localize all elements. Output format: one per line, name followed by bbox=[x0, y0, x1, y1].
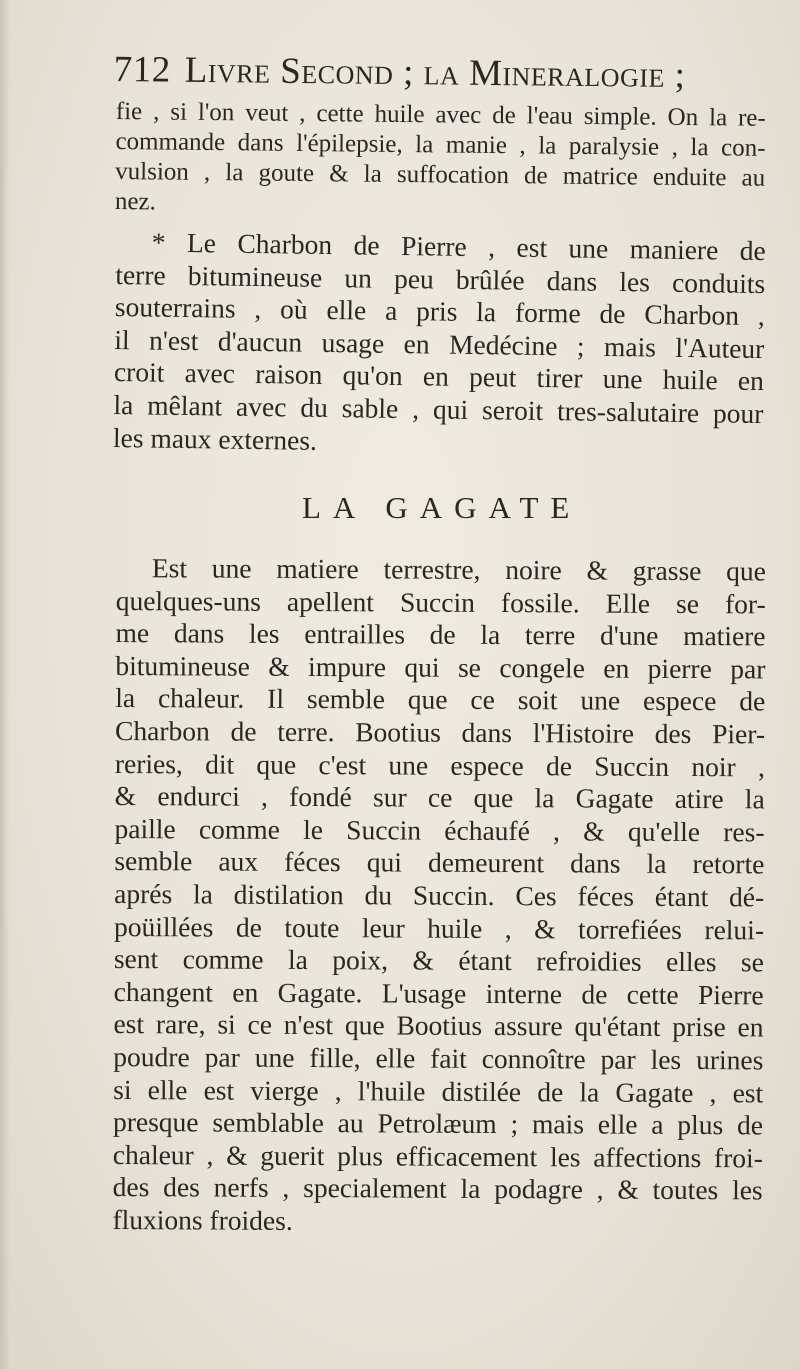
text-line: presque semblable au Petrolæum ; mais elle a plus de bbox=[112, 1106, 764, 1141]
text-line: fie , si l'on veut , cette huile avec de l'eau simple. On la re- bbox=[115, 97, 766, 132]
text-line: fluxions froides. bbox=[112, 1203, 293, 1236]
text-line: reries, dit que c'est une espece de Succin noir , bbox=[114, 747, 765, 782]
text-line: croit avec raison qu'on en peut tirer une huile en bbox=[113, 356, 765, 397]
text-line: vulsion , la goute & la suffocation de matrice enduite au bbox=[115, 157, 766, 192]
text-line: terre bitumineuse un peu brûlée dans les conduits bbox=[115, 258, 766, 299]
text-line: sent comme la poix, & étant refroidies elles se bbox=[113, 943, 764, 978]
text-line: la mêlant avec du sable , qui seroit tres-salutaire pour bbox=[113, 388, 764, 430]
text-line: me dans les entrailles de la terre d'une matiere bbox=[115, 617, 766, 652]
text-line: changent en Gagate. L'usage interne de cette Pierre bbox=[113, 975, 764, 1011]
text-line: & endurci , fondé sur ce que la Gagate atire la bbox=[114, 780, 765, 815]
text-line: Est une matiere terrestre, noire & grasse que bbox=[151, 552, 766, 587]
text-line: il n'est d'aucun usage en Medécine ; mais l'Auteur bbox=[114, 323, 765, 364]
text-line: * Le Charbon de Pierre , est une maniere de bbox=[151, 226, 766, 267]
text-line: nez. bbox=[114, 187, 156, 216]
text-line: poudre par une fille, elle fait connoître par les urines bbox=[113, 1040, 764, 1076]
gagate-paragraph bbox=[112, 552, 766, 1240]
text-line: si elle est vierge , l'huile distilée de la Gagate , est bbox=[113, 1073, 764, 1108]
page-edge-shadow bbox=[0, 0, 10, 1369]
text-line: paille comme le Succin échaufé , & qu'elle res- bbox=[114, 812, 765, 848]
text-line: souterrains , où elle a pris la forme de Charbon , bbox=[114, 291, 766, 332]
text-line: bitumineuse & impure qui se congele en pierre par bbox=[115, 649, 766, 685]
charbon-paragraph bbox=[113, 226, 766, 463]
text-line: est rare, si ce n'est que Bootius assure qu'étant prise en bbox=[113, 1008, 764, 1043]
section-title: LA GAGATE bbox=[302, 490, 582, 525]
text-line: poüillées de toute leur huile , & torrefiées relui- bbox=[113, 910, 765, 945]
text-line: semble aux féces qui demeurent dans la retorte bbox=[114, 845, 765, 880]
text-line: commande dans l'épilepsie, la manie , la paralysie , la con- bbox=[115, 127, 766, 162]
running-title: Livre Second ; la Mineralogie ; bbox=[184, 49, 686, 96]
page-number: 712 bbox=[113, 48, 171, 91]
text-line: les maux externes. bbox=[112, 421, 318, 456]
text-line: Charbon de terre. Bootius dans l'Histoire des Pier- bbox=[114, 714, 766, 750]
continuation-paragraph bbox=[115, 97, 766, 224]
text-line: la chaleur. Il semble que ce soit une espece de bbox=[115, 682, 766, 717]
running-head bbox=[114, 48, 764, 98]
text-line: chaleur , & guerit plus efficacement les affections froi- bbox=[112, 1138, 763, 1174]
text-line: aprés la distilation du Succin. Ces féces étant dé- bbox=[114, 877, 765, 913]
text-line: quelques-uns apellent Succin fossile. Elle se for- bbox=[115, 584, 766, 619]
text-line: des des nerfs , specialement la podagre , & toutes les bbox=[112, 1171, 763, 1206]
